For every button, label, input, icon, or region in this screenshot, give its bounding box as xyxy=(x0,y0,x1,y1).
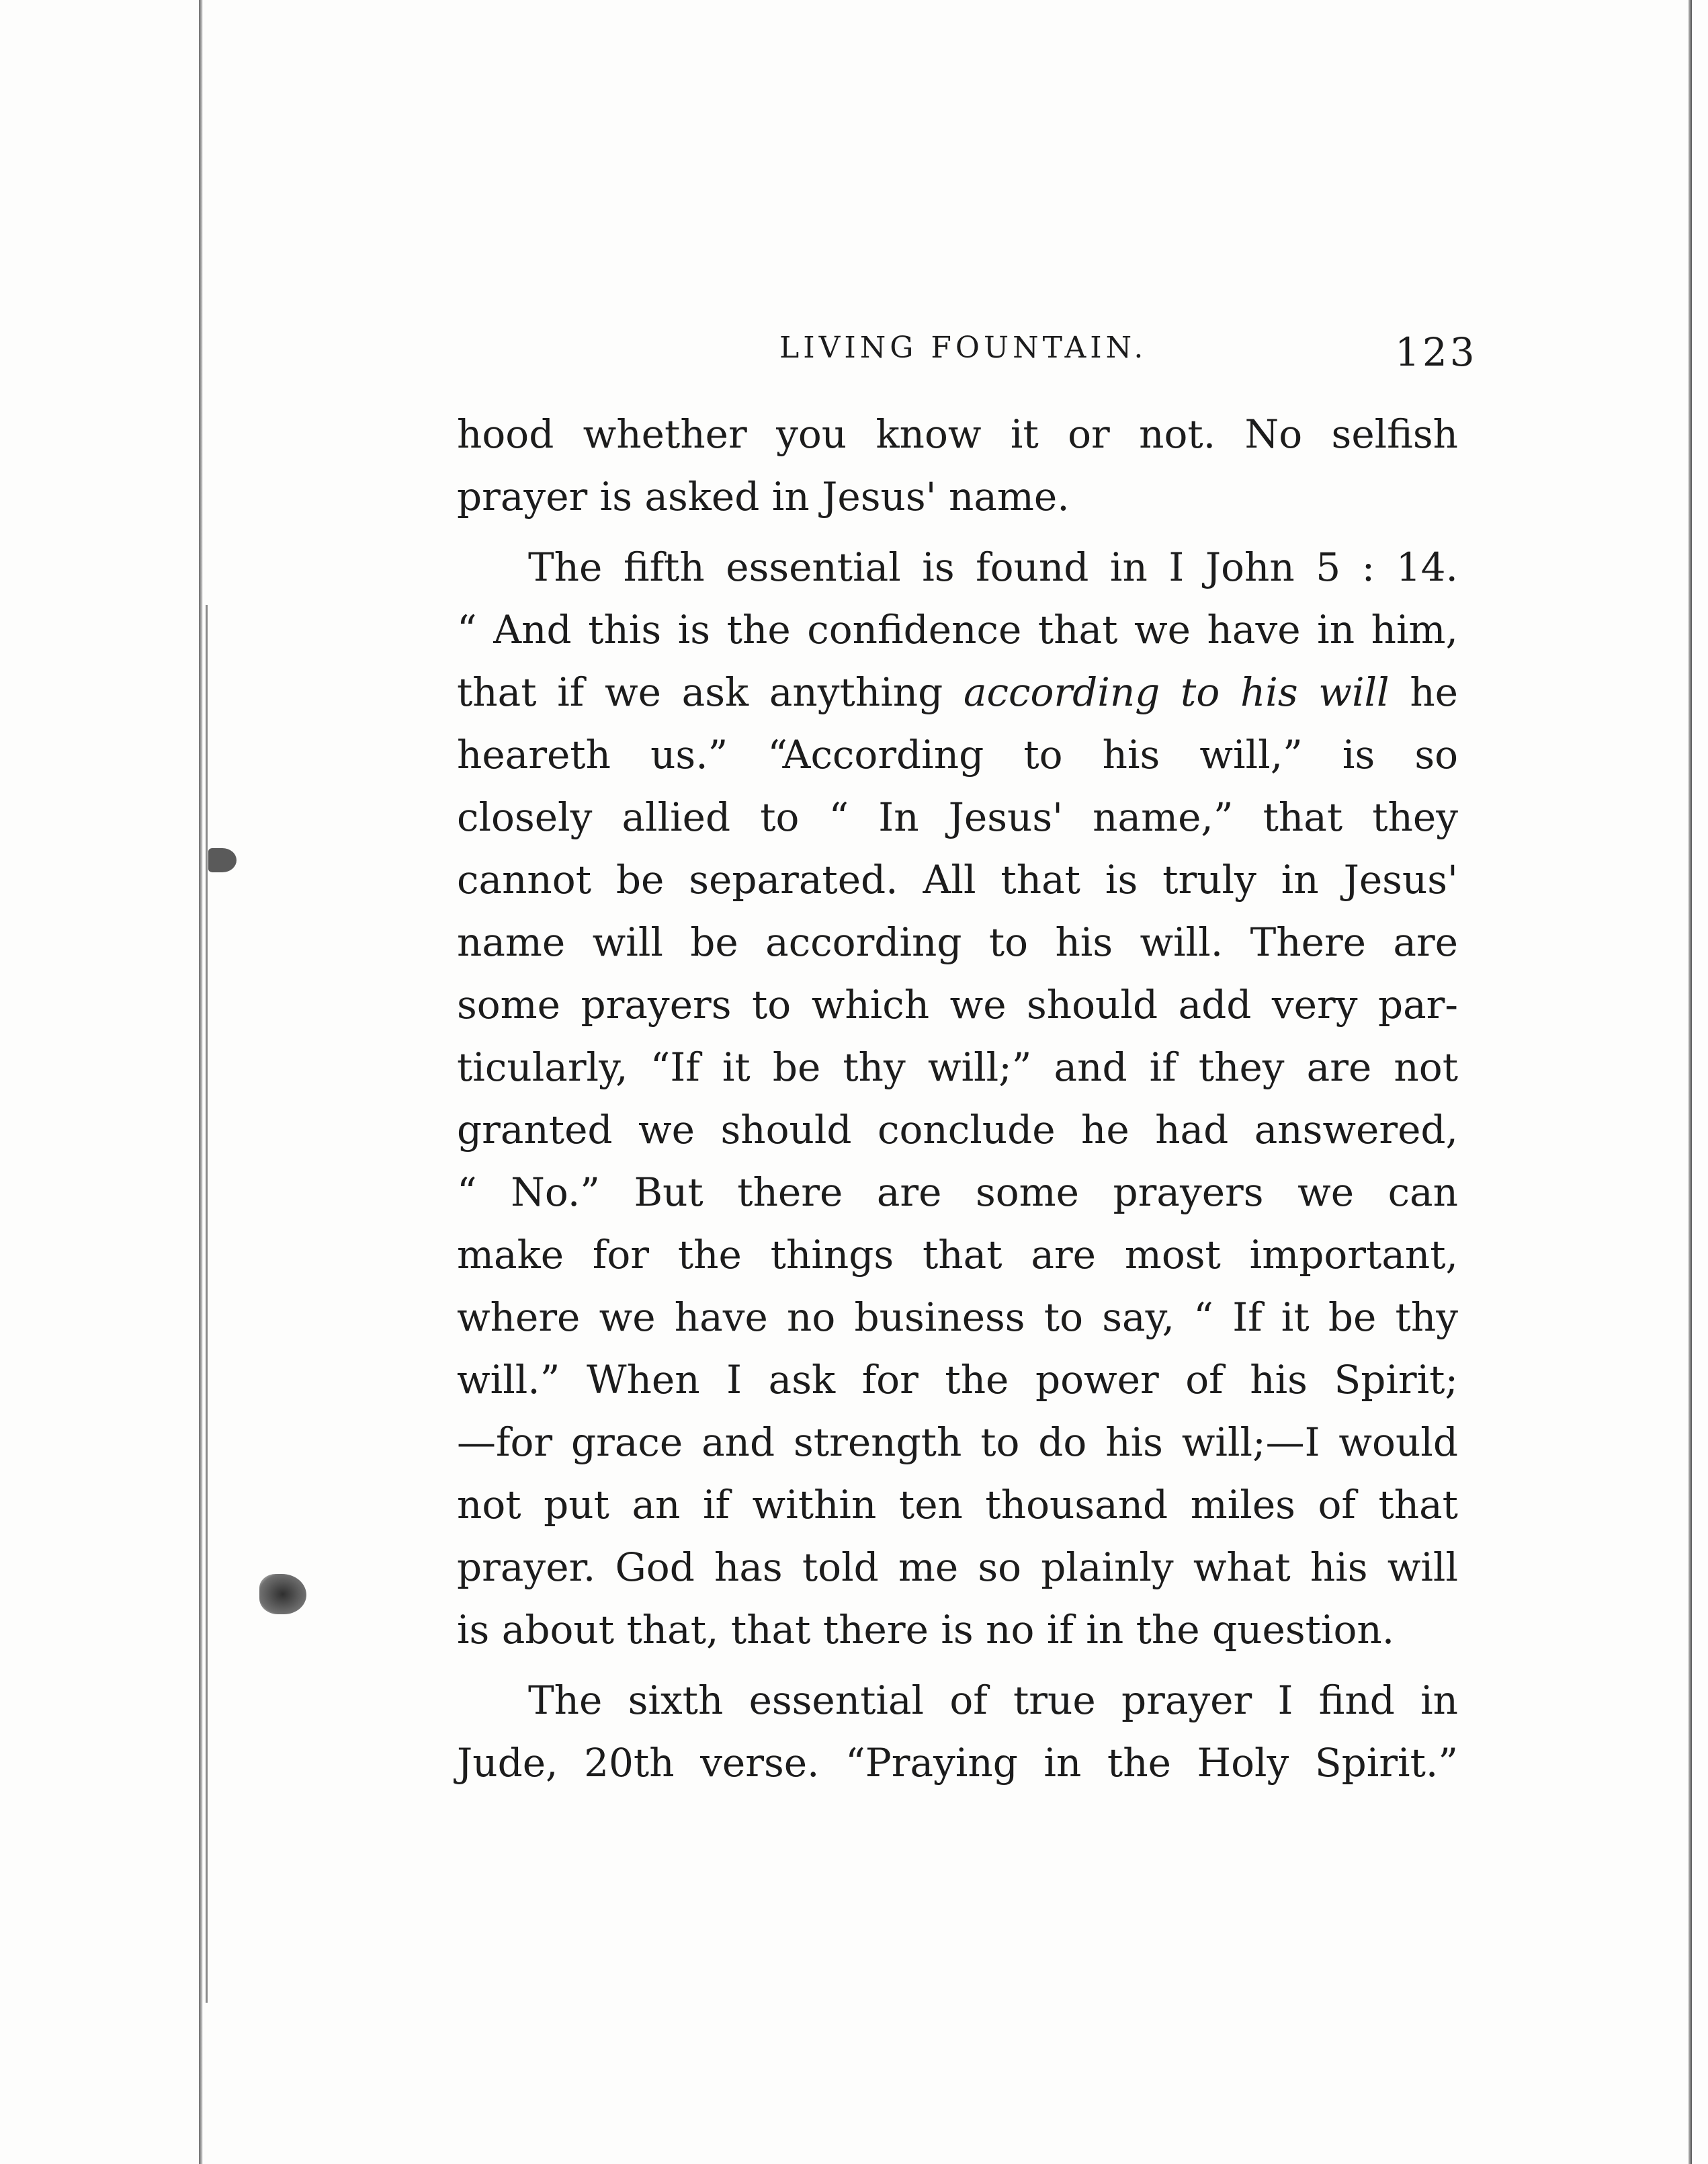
text-line: not put an if within ten thousand miles of that xyxy=(457,1482,1458,1528)
body-text xyxy=(457,403,1458,1794)
text-run: he xyxy=(1389,669,1458,715)
running-head xyxy=(0,321,1708,375)
text-line: granted we should conclude he had answered, xyxy=(457,1107,1458,1153)
text-line xyxy=(457,661,1458,724)
text-line: cannot be separated. All that is truly in Jesus' xyxy=(457,857,1458,903)
text-line: make for the things that are most important, xyxy=(457,1232,1458,1278)
text-line: “ No.” But there are some prayers we can xyxy=(457,1169,1458,1215)
paragraph-start-line: The fifth essential is found in I John 5 : 14. xyxy=(528,544,1458,590)
text-line: is about that, that there is no if in the question. xyxy=(457,1607,1395,1653)
margin-mark xyxy=(208,848,237,872)
binding-shadow xyxy=(206,605,208,2003)
text-line: name will be according to his will. There are xyxy=(457,919,1458,965)
text-line: will.” When I ask for the power of his Spirit; xyxy=(457,1357,1458,1403)
text-line: closely allied to “ In Jesus' name,” that they xyxy=(457,794,1458,840)
paragraph-start-line: The sixth essential of true prayer I find in xyxy=(528,1677,1458,1723)
ink-blot xyxy=(259,1574,306,1614)
text-line: ticularly, “If it be thy will;” and if they are not xyxy=(457,1044,1458,1090)
text-line: where we have no business to say, “ If it be thy xyxy=(457,1294,1458,1340)
text-run: that if we ask anything xyxy=(457,669,964,715)
text-line: prayer is asked in Jesus' name. xyxy=(457,474,1070,519)
text-line: some prayers to which we should add very par- xyxy=(457,982,1458,1028)
text-line: “ And this is the confidence that we have in him, xyxy=(457,607,1458,653)
text-line: hood whether you know it or not. No selfish xyxy=(457,411,1458,457)
text-line: —for grace and strength to do his will;—I would xyxy=(457,1419,1458,1465)
text-line: heareth us.” “According to his will,” is so xyxy=(457,732,1458,778)
running-title: LIVING FOUNTAIN. xyxy=(779,331,1148,365)
text-line: prayer. God has told me so plainly what his will xyxy=(457,1544,1458,1590)
emphasis-text: according to his will xyxy=(963,669,1390,715)
page-number: 123 xyxy=(1395,329,1478,375)
text-line: Jude, 20th verse. “Praying in the Holy Spirit.” xyxy=(457,1740,1458,1786)
